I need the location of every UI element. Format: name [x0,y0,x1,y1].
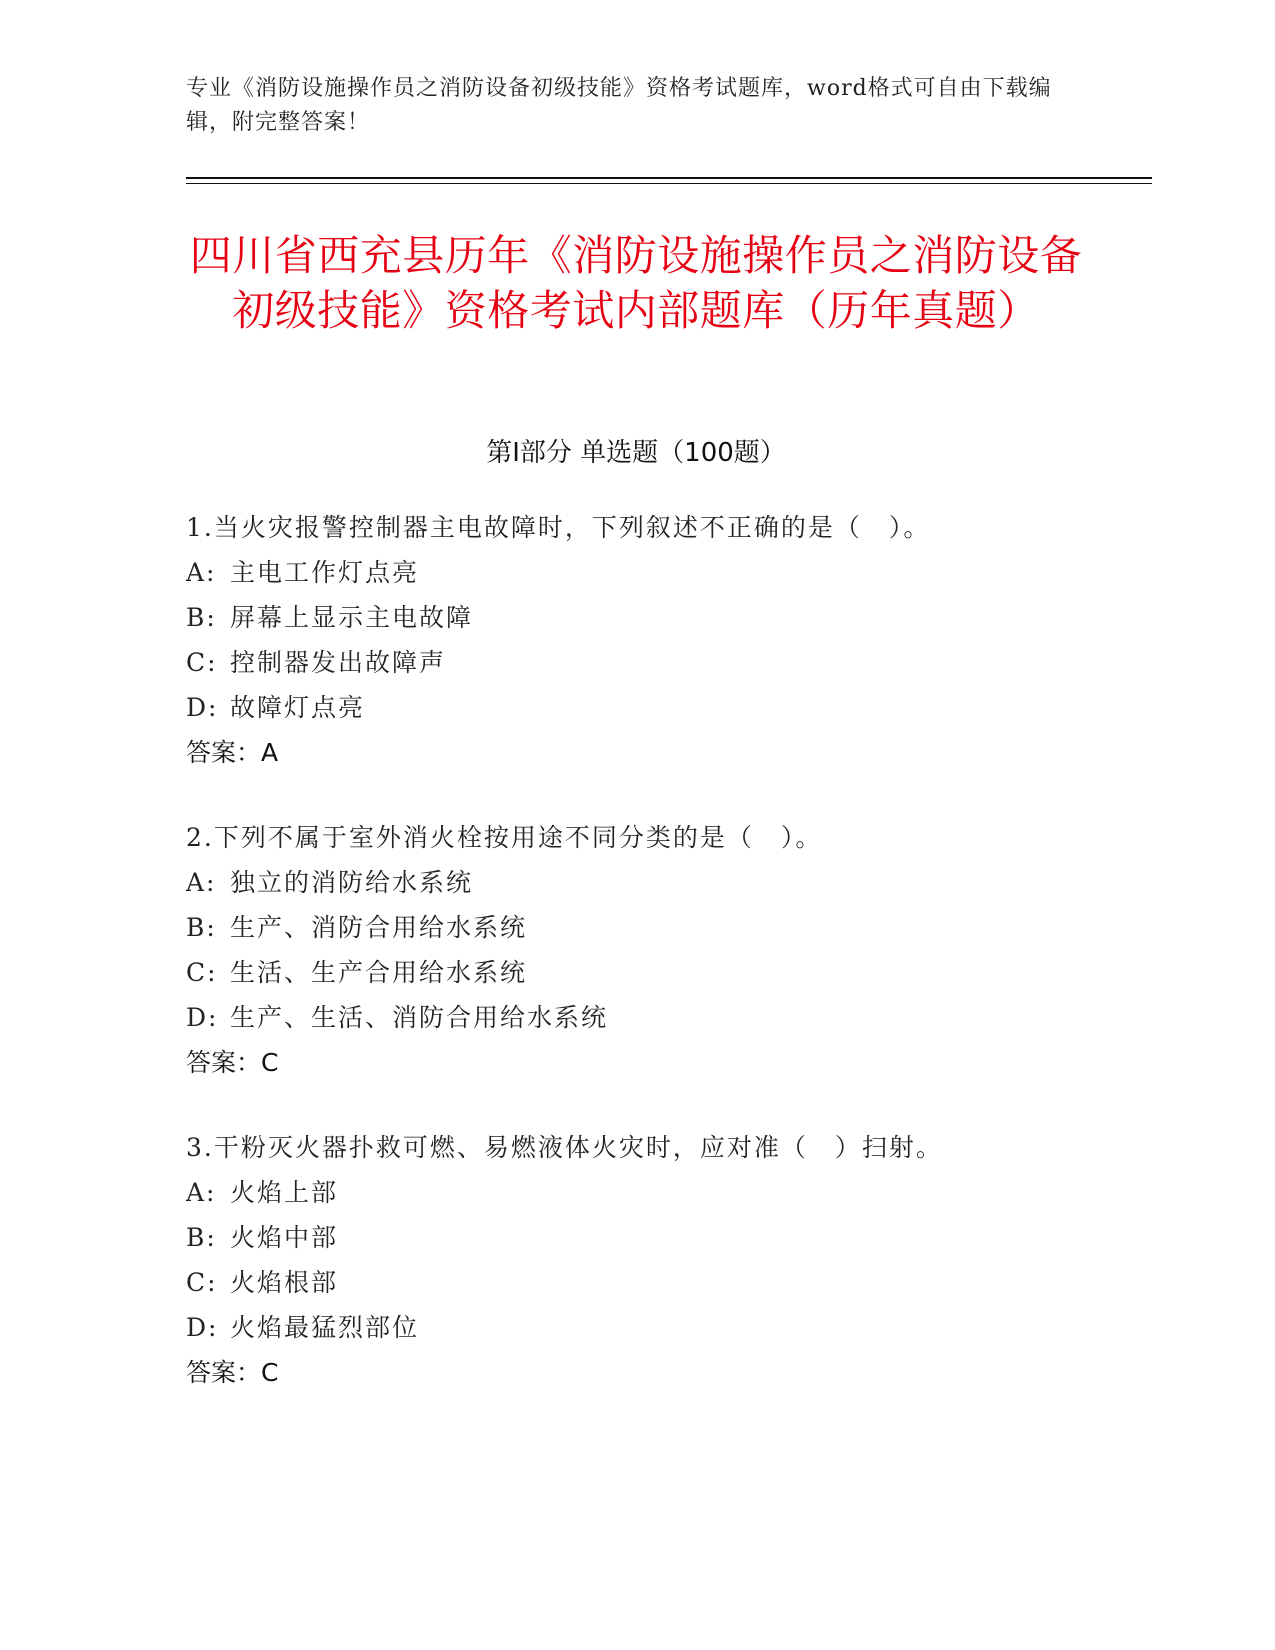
document-title: 四川省西充县历年《消防设施操作员之消防设备初级技能》资格考试内部题库（历年真题） [189,231,1083,335]
option-d [186,995,1126,1040]
header-note: 专业《消防设施操作员之消防设备初级技能》资格考试题库，word格式可自由下载编辑，附完整答案！ [186,76,1052,135]
option-d [186,1305,1126,1350]
option-text: 故障灯点亮 [230,693,366,722]
question-stem: 1.当火灾报警控制器主电故障时，下列叙述不正确的是（ ）。 [186,513,931,542]
option-text: 生产、消防合用给水系统 [230,913,528,942]
option-text: 控制器发出故障声 [230,648,447,677]
header-divider-thin [186,183,1152,184]
section-title: 第Ⅰ部分 单选题（100题） [486,438,786,468]
option-letter: C: [186,1268,218,1297]
option-text: 生产、生活、消防合用给水系统 [230,1003,609,1032]
question-1 [186,505,1126,775]
option-text: 火焰最猛烈部位 [230,1313,420,1342]
option-text: 屏幕上显示主电故障 [230,603,474,632]
answer-line: 答案：C [186,1358,279,1387]
question-stem: 3.干粉灭火器扑救可燃、易燃液体火灾时，应对准（ ）扫射。 [186,1133,943,1162]
option-letter: C: [186,648,218,677]
option-letter: D: [186,1313,219,1342]
option-letter: D: [186,1003,219,1032]
option-c [186,640,1126,685]
answer-line: 答案：A [186,738,279,767]
option-letter: B: [186,1223,217,1252]
option-text: 火焰上部 [230,1178,339,1207]
option-a [186,550,1126,595]
option-c [186,950,1126,995]
option-letter: A: [186,558,217,587]
option-letter: B: [186,913,217,942]
answer-line: 答案：C [186,1048,279,1077]
option-text: 生活、生产合用给水系统 [230,958,528,987]
option-a [186,860,1126,905]
option-b [186,905,1126,950]
option-b [186,1215,1126,1260]
option-letter: C: [186,958,218,987]
option-b [186,595,1126,640]
option-letter: B: [186,603,217,632]
option-text: 火焰中部 [230,1223,339,1252]
question-stem: 2.下列不属于室外消火栓按用途不同分类的是（ ）。 [186,823,823,852]
question-2 [186,815,1126,1085]
option-c [186,1260,1126,1305]
question-3 [186,1125,1126,1395]
option-text: 主电工作灯点亮 [230,558,420,587]
option-letter: A: [186,868,217,897]
option-letter: D: [186,693,219,722]
header-divider-thick [186,177,1152,179]
option-a [186,1170,1126,1215]
option-d [186,685,1126,730]
option-text: 独立的消防给水系统 [230,868,474,897]
option-text: 火焰根部 [230,1268,339,1297]
option-letter: A: [186,1178,217,1207]
